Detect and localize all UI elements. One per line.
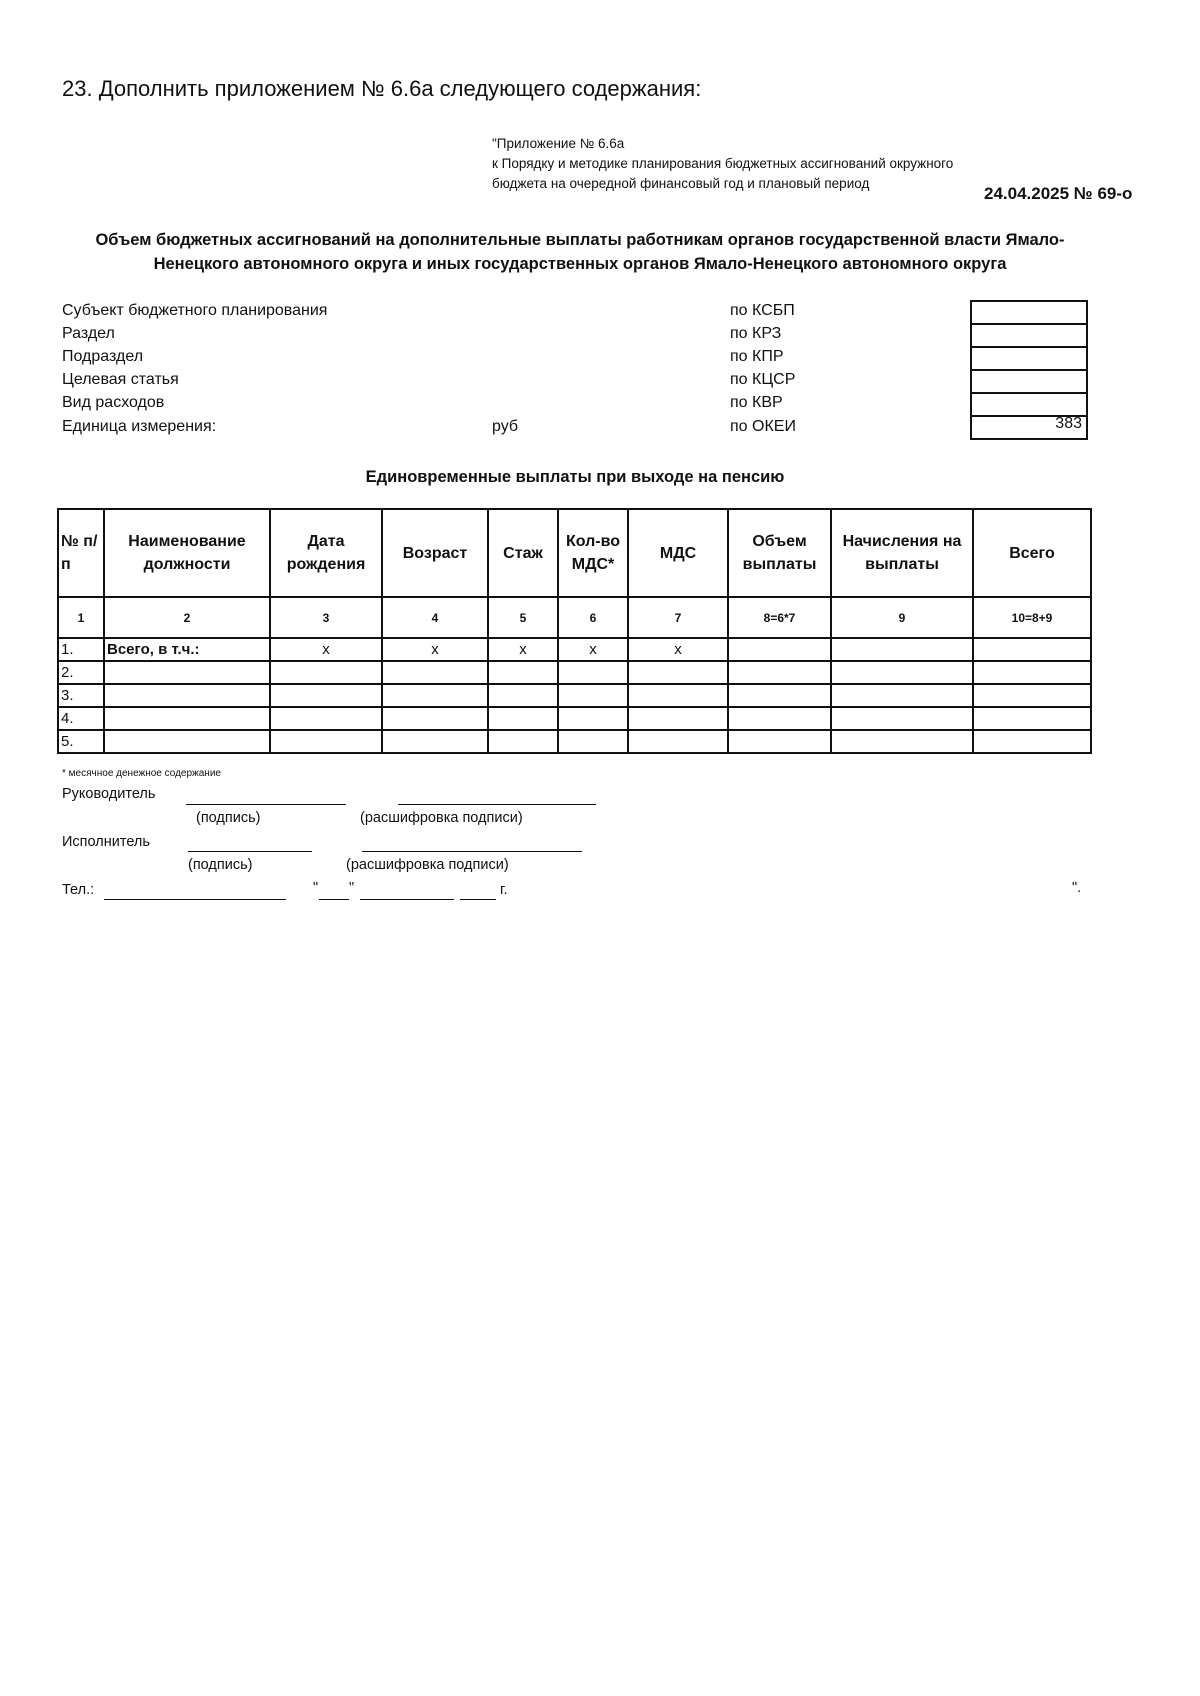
attr-unit: руб: [492, 418, 519, 435]
header-cell: МДС: [628, 509, 728, 597]
phone-line: [104, 899, 286, 900]
table-cell: [973, 730, 1091, 753]
head-signature-line: [186, 804, 346, 805]
attr-code: по КПР: [730, 348, 784, 365]
column-number: 4: [382, 597, 488, 638]
header-cell: Наименование должности: [104, 509, 270, 597]
attr-label: Раздел: [62, 325, 115, 342]
attr-label: Субъект бюджетного планирования: [62, 302, 328, 319]
table-cell: 1.: [58, 638, 104, 661]
head-decode-caption: (расшифровка подписи): [360, 810, 523, 826]
head-decode-line: [398, 804, 596, 805]
table-cell: [382, 707, 488, 730]
attr-value-box: 383: [970, 415, 1088, 440]
table-cell: [728, 730, 831, 753]
table-cell: [488, 661, 558, 684]
table-cell: [104, 661, 270, 684]
date-month-line: [360, 899, 454, 900]
table-cell: [488, 707, 558, 730]
table-cell: [973, 684, 1091, 707]
table-cell: [628, 730, 728, 753]
table-cell: [628, 661, 728, 684]
table-cell: [831, 661, 973, 684]
attr-label: Вид расходов: [62, 394, 165, 411]
table-cell: [270, 707, 382, 730]
year-suffix: г.: [500, 882, 508, 898]
date-day-line: [319, 899, 349, 900]
attr-value-box: [970, 300, 1088, 325]
registration-stamp: 24.04.2025 № 69-о: [984, 184, 1133, 203]
table-cell: [270, 661, 382, 684]
table-row: [58, 661, 1091, 684]
executor-sign-caption: (подпись): [188, 857, 253, 873]
column-number: 10=8+9: [973, 597, 1091, 638]
attr-code: по КСБП: [730, 302, 795, 319]
table-row: [58, 684, 1091, 707]
table-row: [58, 707, 1091, 730]
appendix-reference: [492, 134, 953, 194]
date-year-line: [460, 899, 496, 900]
table-cell: [973, 661, 1091, 684]
executor-label: Исполнитель: [62, 834, 150, 850]
header-cell: Начисления на выплаты: [831, 509, 973, 597]
table-cell: [831, 730, 973, 753]
column-number: 1: [58, 597, 104, 638]
appendix-line-1: "Приложение № 6.6а: [492, 136, 625, 151]
table-cell: [728, 661, 831, 684]
column-number: 6: [558, 597, 628, 638]
closing-quote: ".: [1072, 880, 1082, 896]
attr-code: по ОКЕИ: [730, 418, 796, 435]
attr-label: Целевая статья: [62, 371, 179, 388]
header-cell: Дата рождения: [270, 509, 382, 597]
attr-code: по КЦСР: [730, 371, 796, 388]
table-cell: [488, 684, 558, 707]
table-cell: [973, 638, 1091, 661]
table-cell: x: [270, 638, 382, 661]
header-cell: Кол-во МДС*: [558, 509, 628, 597]
table-header-row: [58, 509, 1091, 597]
table-cell: [270, 684, 382, 707]
table-cell: [104, 730, 270, 753]
column-number: 9: [831, 597, 973, 638]
document-title: Объем бюджетных ассигнований на дополнительные выплаты работникам органов государственной власти Ямало-Ненецкого автономного округа и иных государственных органов Ямало-Ненецкого автономного округа: [95, 231, 1065, 273]
column-number: 5: [488, 597, 558, 638]
appendix-line-3: бюджета на очередной финансовый год и плановый период: [492, 176, 870, 191]
attr-label: Подраздел: [62, 348, 144, 365]
head-label: Руководитель: [62, 786, 156, 802]
table-cell: x: [488, 638, 558, 661]
column-number: 7: [628, 597, 728, 638]
table-cell: [628, 707, 728, 730]
table-cell: 4.: [58, 707, 104, 730]
attr-label: Единица измерения:: [62, 418, 217, 435]
attr-code: по КВР: [730, 394, 783, 411]
table-cell: [728, 684, 831, 707]
table-cell: 2.: [58, 661, 104, 684]
table-number-row: [58, 597, 1091, 638]
table-cell: [831, 707, 973, 730]
head-sign-caption: (подпись): [196, 810, 261, 826]
attr-value-box: [970, 346, 1088, 371]
attr-value-box: [970, 323, 1088, 348]
header-cell: Объем выплаты: [728, 509, 831, 597]
table-cell: [558, 707, 628, 730]
column-number: 8=6*7: [728, 597, 831, 638]
header-cell: Возраст: [382, 509, 488, 597]
column-number: 3: [270, 597, 382, 638]
executor-decode-line: [362, 851, 582, 852]
table-row: [58, 638, 1091, 661]
date-quote-open: ": [313, 880, 319, 896]
appendix-line-2: к Порядку и методике планирования бюджетных ассигнований окружного: [492, 156, 954, 171]
executor-signature-line: [188, 851, 312, 852]
header-cell: Стаж: [488, 509, 558, 597]
intro-heading: 23. Дополнить приложением № 6.6а следующего содержания:: [62, 76, 702, 101]
footnote: * месячное денежное содержание: [62, 768, 221, 779]
table-cell: [558, 684, 628, 707]
table-cell: x: [382, 638, 488, 661]
table-title: Единовременные выплаты при выходе на пенсию: [365, 468, 785, 486]
table-cell: [104, 707, 270, 730]
table-cell: [382, 661, 488, 684]
table-cell: [973, 707, 1091, 730]
table-cell: [628, 684, 728, 707]
payments-table: [57, 508, 1092, 754]
table-cell: Всего, в т.ч.:: [104, 638, 270, 661]
table-cell: [728, 638, 831, 661]
table-cell: [270, 730, 382, 753]
executor-decode-caption: (расшифровка подписи): [346, 857, 509, 873]
attr-code: по КРЗ: [730, 325, 782, 342]
header-cell: Всего: [973, 509, 1091, 597]
table-cell: [831, 684, 973, 707]
table-cell: [104, 684, 270, 707]
attr-value-box: [970, 392, 1088, 417]
table-cell: [831, 638, 973, 661]
table-cell: 3.: [58, 684, 104, 707]
header-cell: № п/п: [58, 509, 104, 597]
table-cell: [558, 661, 628, 684]
table-cell: [728, 707, 831, 730]
table-cell: [382, 684, 488, 707]
table-cell: [558, 730, 628, 753]
phone-label: Тел.:: [62, 882, 95, 898]
column-number: 2: [104, 597, 270, 638]
table-cell: x: [558, 638, 628, 661]
attr-value-box: [970, 369, 1088, 394]
table-cell: [382, 730, 488, 753]
table-cell: x: [628, 638, 728, 661]
date-quote-close: ": [349, 880, 355, 896]
table-cell: 5.: [58, 730, 104, 753]
table-row: [58, 730, 1091, 753]
table-cell: [488, 730, 558, 753]
